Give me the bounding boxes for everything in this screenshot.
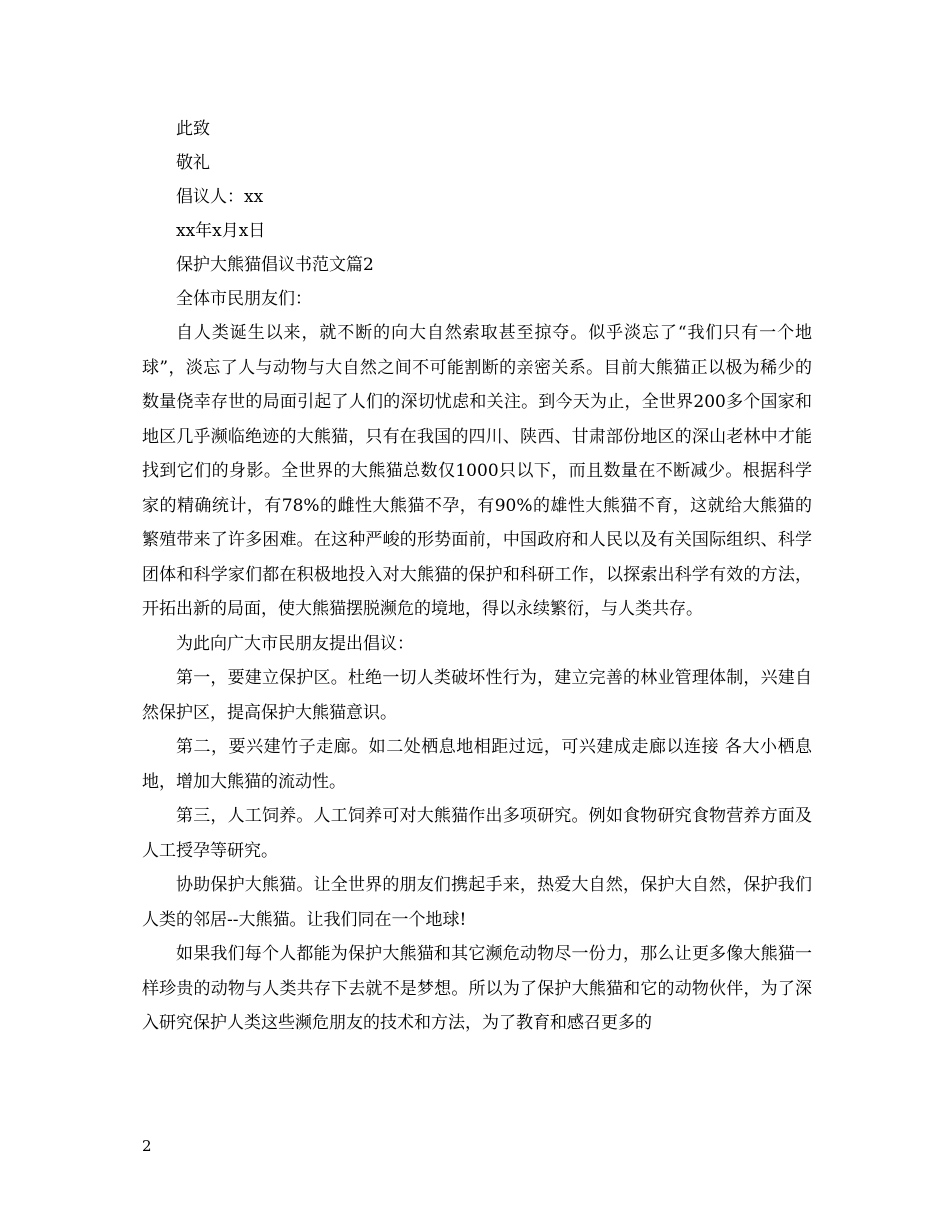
paragraph-proposal-3: 第三，人工饲养。人工饲养可对大熊猫作出多项研究。例如食物研究食物营养方面及人工授孕等研究。: [142, 806, 812, 861]
paragraph-proposal-2: 第二，要兴建竹子走廊。如二处栖息地相距过远，可兴建成走廊以连接 各大小栖息地，增加大熊猫的流动性。: [142, 737, 812, 792]
paragraph-proposal-1: 第一，要建立保护区。杜绝一切人类破坏性行为，建立完善的林业管理体制，兴建自然保护区，提高保护大熊猫意识。: [142, 668, 812, 723]
paragraph-appeal: 协助保护大熊猫。让全世界的朋友们携起手来，热爱大自然，保护大自然，保护我们人类的邻居--大熊猫。让我们同在一个地球!: [142, 875, 812, 930]
letter-date: xx年x月x日: [176, 221, 266, 241]
paragraph-closing: 如果我们每个人都能为保护大熊猫和其它濒危动物尽一份力，那么让更多像大熊猫一样珍贵的动物与人类共存下去就不是梦想。所以为了保护大熊猫和它的动物伙伴，为了深入研究保护人类这些濒危朋友的技术和方法，为了教育和感召更多的: [142, 944, 812, 1033]
article-title: 保护大熊猫倡议书范文篇2: [176, 255, 374, 275]
closing-salutation-2: 敬礼: [176, 153, 210, 173]
paragraph-proposal-lead: 为此向广大市民朋友提出倡议：: [176, 633, 414, 654]
article-greeting: 全体市民朋友们：: [176, 289, 312, 309]
paragraph-intro: 自人类诞生以来，就不断的向大自然索取甚至掠夺。似乎淡忘了“我们只有一个地球”，淡忘了人与动物与大自然之间不可能割断的亲密关系。目前大熊猫正以极为稀少的数量侥幸存世的局面引起了人们的深切忧虑和关注。到今天为止，全世界200多个国家和地区几乎濒临绝迹的大熊猫，只有在我国的四川、陕西、甘肃部份地区的深山老林中才能找到它们的身影。全世界的大熊猫总数仅1000只以下，而且数量在不断减少。根据科学家的精确统计，有78%的雌性大熊猫不孕，有90%的雄性大熊猫不育，这就给大熊猫的繁殖带来了许多困难。在这种严峻的形势面前，中国政府和人民以及有关国际组织、科学团体和科学家们都在积极地投入对大熊猫的保护和科研工作，以探索出科学有效的方法，开拓出新的局面，使大熊猫摆脱濒危的境地，得以永续繁衍，与人类共存。: [142, 323, 812, 619]
page-number: 2: [142, 1137, 152, 1155]
closing-salutation-1: 此致: [176, 119, 210, 139]
proposer-signature: 倡议人：xx: [176, 187, 264, 207]
document-body: [142, 112, 812, 1041]
